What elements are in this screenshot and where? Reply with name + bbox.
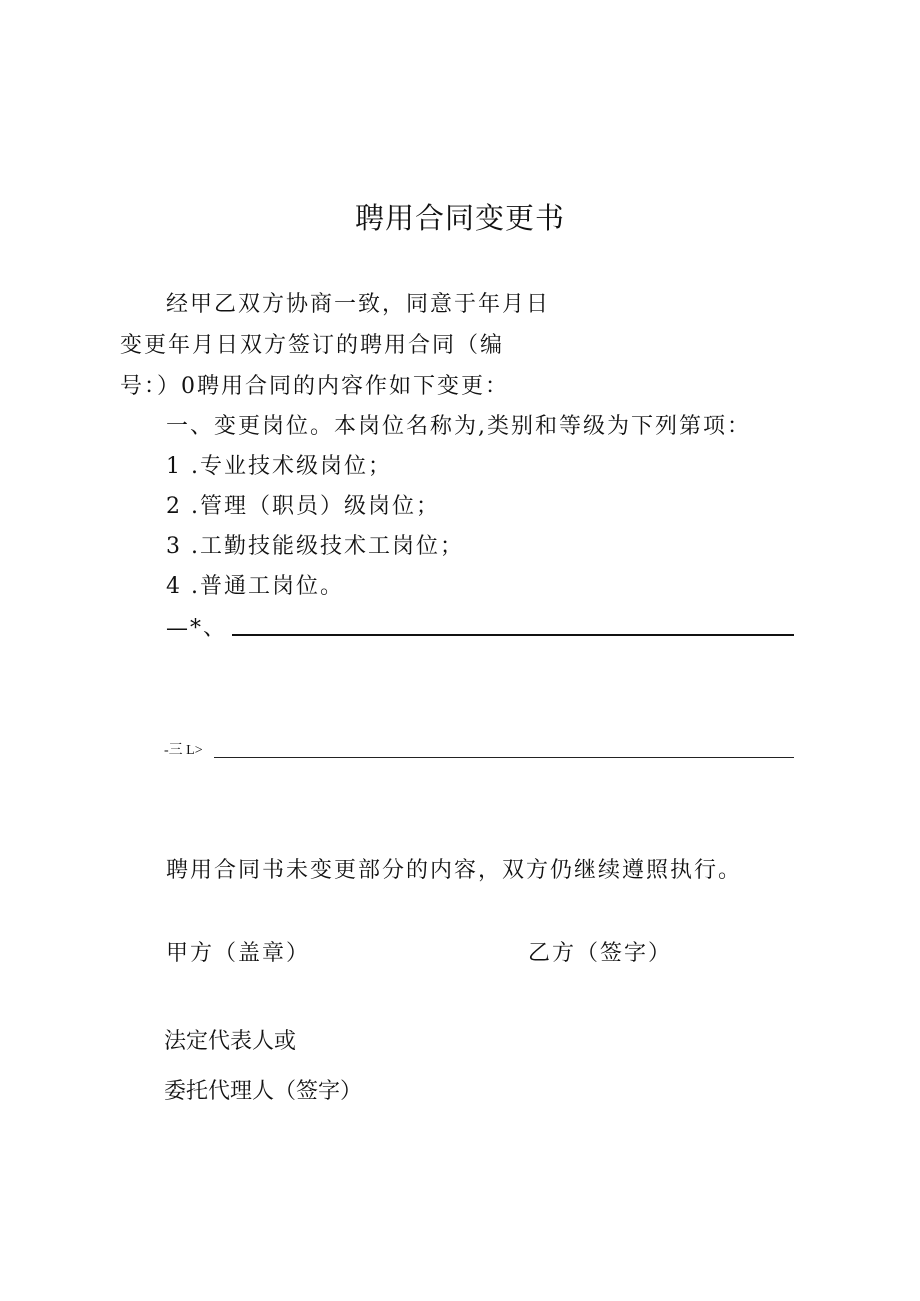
position-option-1: 1 .专业技术级岗位； (166, 454, 392, 479)
intro-line-1: 经甲乙双方协商一致，同意于年月日 (166, 292, 551, 317)
position-option-2: 2 .管理（职员）级岗位； (166, 494, 440, 519)
section-three-marker: -三 L> (164, 743, 203, 758)
position-option-4: 4 .普通工岗位。 (166, 574, 344, 599)
position-option-3: 3 .工勤技能级技术工岗位； (166, 534, 464, 559)
document-title: 聘用合同变更书 (354, 201, 565, 235)
authorized-agent-signature: 委托代理人（签字） (164, 1079, 363, 1104)
section-one-heading: 一、变更岗位。本岗位名称为,类别和等级为下列第项： (166, 414, 751, 439)
party-b-signature: 乙方（签字） (528, 941, 673, 966)
intro-line-3: 号：）0聘用合同的内容作如下变更： (120, 374, 509, 399)
section-three-blank-line (214, 757, 794, 758)
closing-statement: 聘用合同书未变更部分的内容，双方仍继续遵照执行。 (166, 858, 743, 883)
party-a-seal: 甲方（盖章） (166, 941, 311, 966)
intro-line-2: 变更年月日双方签订的聘用合同（编 (120, 333, 505, 358)
legal-representative-label: 法定代表人或 (164, 1029, 297, 1054)
section-two-blank-line (232, 634, 794, 636)
section-two-marker: —*、 (166, 616, 228, 641)
